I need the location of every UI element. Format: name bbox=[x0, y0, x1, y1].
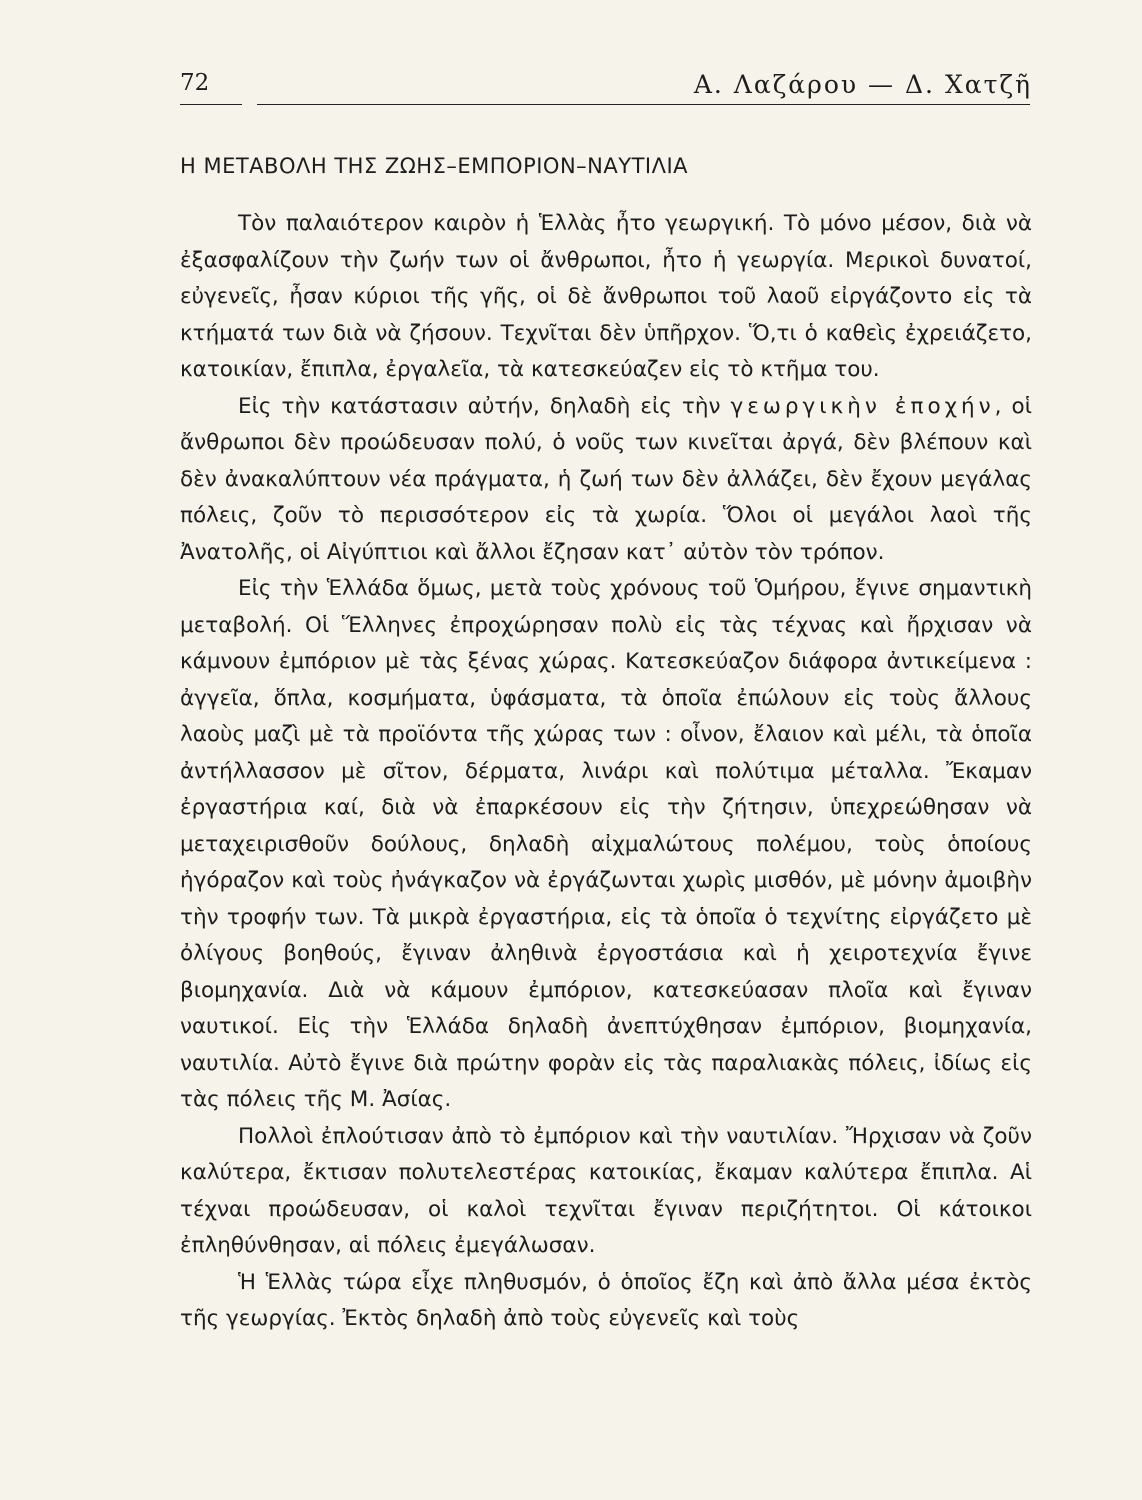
header-rule-right bbox=[257, 104, 1030, 105]
paragraph-1: Τὸν παλαιότερον καιρὸν ἡ Ἑλλὰς ἦτο γεωργική. Τὸ μόνο μέσον, διὰ νὰ ἐξασφαλίζουν τὴν ζωήν των οἱ ἄνθρωποι, ἦτο ἡ γεωργία. Μερικοὶ δυνατοί, εὐγενεῖς, ἦσαν κύριοι τῆς γῆς, οἱ δὲ ἄνθρωποι τοῦ λαοῦ εἰργάζοντο εἰς τὰ κτήματά των διὰ νὰ ζήσουν. Τεχνῖται δὲν ὑπῆρχον. Ὅ,τι ὁ καθεὶς ἐχρειάζετο, κατοικίαν, ἔπιπλα, ἐργαλεῖα, τὰ κατεσκεύαζεν εἰς τὸ κτῆμα του. bbox=[180, 211, 1032, 382]
paragraph-2-start: Εἰς τὴν κατάστασιν αὐτήν, δηλαδὴ εἰς τὴν bbox=[238, 393, 721, 419]
emphasized-phrase: γεωργικὴν ἐποχήν bbox=[730, 393, 995, 419]
section-title: Η ΜΕΤΑΒΟΛΗ ΤΗΣ ΖΩΗΣ–ΕΜΠΟΡΙΟΝ–ΝΑΥΤΙΛΙΑ bbox=[180, 154, 689, 178]
paragraph-2 bbox=[180, 389, 1032, 572]
running-title: Α. Λαζάρου — Δ. Χατζῆ bbox=[693, 70, 1032, 99]
paragraph-3: Εἰς τὴν Ἑλλάδα ὅμως, μετὰ τοὺς χρόνους τοῦ Ὁμήρου, ἔγινε σημαντικὴ μεταβολή. Οἱ Ἕλληνες ἐπροχώρησαν πολὺ εἰς τὰς τέχνας καὶ ἤρχισαν νὰ κάμνουν ἐμπόριον μὲ τὰς ξένας χώρας. Κατεσκεύαζον διάφορα ἀντικείμενα : ἀγγεῖα, ὅπλα, κοσμήματα, ὑφάσματα, τὰ ὁποῖα ἐπώλουν εἰς τοὺς ἄλλους λαοὺς μαζὶ μὲ τὰ προϊόντα τῆς χώρας των : οἶνον, ἔλαιον καὶ μέλι, τὰ ὁποῖα ἀντήλλασσον μὲ σῖτον, δέρματα, λινάρι καὶ πολύτιμα μέταλλα. Ἔκαμαν ἐργαστήρια καί, διὰ νὰ ἐπαρκέσουν εἰς τὴν ζήτησιν, ὑπεχρεώθησαν νὰ μεταχειρισθοῦν δούλους, δηλαδὴ αἰχμαλώτους πολέμου, τοὺς ὁποίους ἠγόραζον καὶ τοὺς ἠνάγκαζον νὰ ἐργάζωνται χωρὶς μισθόν, μὲ μόνην ἀμοιβὴν τὴν τροφήν των. Τὰ μικρὰ ἐργαστήρια, εἰς τὰ ὁποῖα ὁ τεχνίτης εἰργάζετο μὲ ὀλίγους βοηθούς, ἔγιναν ἀληθινὰ ἐργοστάσια καὶ ἡ χειροτεχνία ἔγινε βιομηχανία. Διὰ νὰ κάμουν ἐμπόριον, κατεσκεύασαν πλοῖα καὶ ἔγιναν ναυτικοί. Εἰς τὴν Ἑλλάδα δηλαδὴ ἀνεπτύχθησαν ἐμπόριον, βιομηχανία, ναυτιλία. Αὐτὸ ἔγινε διὰ πρώτην φορὰν εἰς τὰς παραλιακὰς πόλεις, ἰδίως εἰς τὰς πόλεις τῆς Μ. Ἀσίας. bbox=[180, 576, 1032, 1112]
paragraph-5: Ἡ Ἑλλὰς τώρα εἶχε πληθυσμόν, ὁ ὁποῖος ἔζη καὶ ἀπὸ ἄλλα μέσα ἐκτὸς τῆς γεωργίας. Ἐκτὸς δηλαδὴ ἀπὸ τοὺς εὐγενεῖς καὶ τοὺς bbox=[180, 1269, 1032, 1331]
page-number: 72 bbox=[180, 70, 210, 96]
running-header bbox=[180, 70, 1032, 108]
body-text bbox=[180, 206, 1032, 1338]
header-rule-left bbox=[180, 104, 242, 105]
paragraph-2-end: , οἱ ἄνθρωποι δὲν προώδευσαν πολύ, ὁ νοῦς των κινεῖται ἀργά, δὲν βλέπουν καὶ δὲν ἀνακαλύπτουν νέα πράγματα, ἡ ζωή των δὲν ἀλλάζει, δὲν ἔχουν μεγάλας πόλεις, ζοῦν τὸ περισσότερον εἰς τὰ χωρία. Ὅλοι οἱ μεγάλοι λαοὶ τῆς Ἀνατολῆς, οἱ Αἰγύπτιοι καὶ ἄλλοι ἔζησαν κατ᾿ αὐτὸν τὸν τρόπον. bbox=[180, 393, 1032, 565]
paragraph-4: Πολλοὶ ἐπλούτισαν ἀπὸ τὸ ἐμπόριον καὶ τὴν ναυτιλίαν. Ἤρχισαν νὰ ζοῦν καλύτερα, ἔκτισαν πολυτελεστέρας κατοικίας, ἔκαμαν καλύτερα ἔπιπλα. Αἱ τέχναι προώδευσαν, οἱ καλοὶ τεχνῖται ἔγιναν περιζήτητοι. Οἱ κάτοικοι ἐπληθύνθησαν, αἱ πόλεις ἐμεγάλωσαν. bbox=[180, 1123, 1032, 1258]
